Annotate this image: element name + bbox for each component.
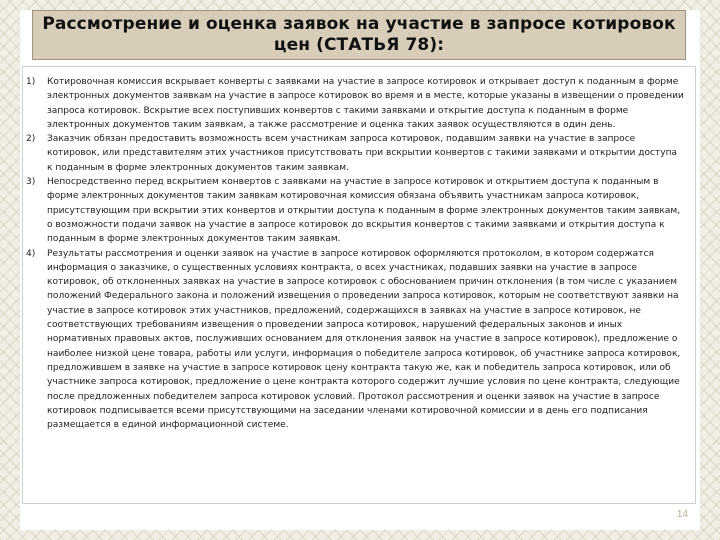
content-box xyxy=(22,66,696,504)
list-item-text: Непосредственно перед вскрытием конвертов с заявками на участие в запросе котировок и открытием доступа к поданным в форме электронных документов таким заявкам котировочная комиссия обязана объявить участникам запроса котировок, присутствующим при вскрытии этих конвертов и открытии доступа к поданным в форме электронных документов таким заявкам, о возможности подачи заявок на участие в запросе котировок до вскрытия конвертов с такими заявками и открытия доступа к поданным в форме электронных документов таким заявкам. xyxy=(47,177,681,245)
page-number: 14 xyxy=(676,509,688,520)
title-box xyxy=(32,10,686,60)
list-item xyxy=(26,132,685,175)
list-item-number: 4) xyxy=(26,248,36,259)
list-item-number: 2) xyxy=(26,134,36,145)
list-item-text: Котировочная комиссия вскрывает конверты с заявками на участие в запросе котировок и открывает доступ к поданным в форме электронных документов заявкам на участие в запросе котировок во время и в месте, которые указаны в извещении о проведении запроса котировок. Вскрытие всех поступивших конвертов с такими заявками и открытие доступа к поданным в форме электронных документов таким заявкам, а также рассмотрение и оценка таких заявок осуществляются в один день. xyxy=(47,77,684,130)
list-item xyxy=(26,247,685,433)
list-item xyxy=(26,175,685,246)
list-item-number: 3) xyxy=(26,177,36,188)
numbered-list xyxy=(23,67,695,432)
slide-title: Рассмотрение и оценка заявок на участие в запросе котировок цен (СТАТЬЯ 78): xyxy=(42,14,676,55)
list-item-text: Результаты рассмотрения и оценки заявок на участие в запросе котировок оформляются протоколом, в котором содержатся информация о заказчике, о существенных условиях контракта, о всех участниках, подавших заявки на участие в запросе котировок, об отклоненных заявках на участие в запросе котировок с обоснованием причин отклонения (в том числе с указанием положений Федерального закона и положений извещения о проведении запроса котировок, которым не соответствуют заявки на участие в запросе котировок этих участников, предложений, содержащихся в заявках на участие в запросе котировок, не соответствующих требованиям извещения о проведении запроса котировок, нарушений федеральных законов и иных нормативных правовых актов, послуживших основанием для отклонения заявок на участие в запросе котировок), предложение о наиболее низкой цене товара, работы или услуги, информация о победителе запроса котировок, об участнике запроса котировок, предложившем в заявке на участие в запросе котировок цену контракта такую же, как и победитель запроса котировок, или об участнике запроса котировок, предложение о цене контракта которого содержит лучшие условия по цене контракта, следующие после предложенных победителем запроса котировок условий. Протокол рассмотрения и оценки заявок на участие в запросе котировок подписывается всеми присутствующими на заседании членами котировочной комиссии и в день его подписания размещается в единой информационной системе. xyxy=(47,248,681,431)
list-item xyxy=(26,75,685,132)
list-item-number: 1) xyxy=(26,77,36,87)
list-item-text: Заказчик обязан предоставить возможность всем участникам запроса котировок, подавшим заявки на участие в запросе котировок, или представителям этих участников присутствовать при вскрытии конвертов с такими заявками и открытии доступа к поданным в форме электронных документов таким заявкам. xyxy=(47,134,678,173)
slide xyxy=(20,10,700,530)
